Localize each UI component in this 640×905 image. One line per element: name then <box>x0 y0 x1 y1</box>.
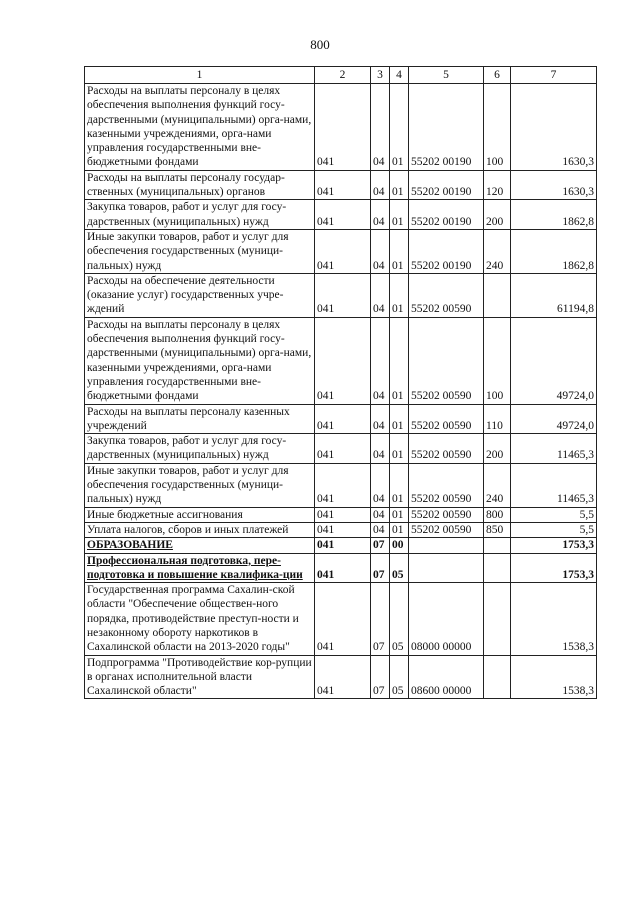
row-value-cell: 240 <box>484 463 511 507</box>
row-value-cell: 5,5 <box>511 522 597 537</box>
row-value-cell: 55202 00590 <box>409 317 484 404</box>
row-value-cell: 1538,3 <box>511 655 597 699</box>
row-value-cell <box>484 538 511 553</box>
row-value-cell: 08600 00000 <box>409 655 484 699</box>
row-value-cell <box>409 553 484 583</box>
row-value-cell: 041 <box>315 655 371 699</box>
row-value-cell: 041 <box>315 522 371 537</box>
row-value-cell: 041 <box>315 317 371 404</box>
row-value-cell: 041 <box>315 229 371 273</box>
row-value-cell <box>409 538 484 553</box>
row-value-cell: 07 <box>371 538 390 553</box>
row-value-cell: 041 <box>315 553 371 583</box>
row-value-cell: 041 <box>315 273 371 317</box>
row-value-cell: 110 <box>484 404 511 434</box>
row-name-cell: Расходы на обеспечение деятельности (оказание услуг) государственных учре-ждений <box>85 273 315 317</box>
row-name-cell: Уплата налогов, сборов и иных платежей <box>85 522 315 537</box>
row-value-cell: 01 <box>390 229 409 273</box>
row-value-cell: 11465,3 <box>511 463 597 507</box>
row-value-cell: 100 <box>484 84 511 171</box>
row-value-cell: 07 <box>371 553 390 583</box>
table-row <box>85 170 597 200</box>
row-value-cell: 01 <box>390 200 409 230</box>
table-row <box>85 200 597 230</box>
table-row <box>85 463 597 507</box>
row-name-cell: Расходы на выплаты персоналу казенных учреждений <box>85 404 315 434</box>
row-value-cell: 100 <box>484 317 511 404</box>
row-value-cell: 041 <box>315 463 371 507</box>
row-value-cell: 55202 00590 <box>409 404 484 434</box>
row-value-cell: 55202 00190 <box>409 229 484 273</box>
row-value-cell: 04 <box>371 84 390 171</box>
row-value-cell: 1753,3 <box>511 538 597 553</box>
row-value-cell: 55202 00190 <box>409 170 484 200</box>
row-value-cell: 49724,0 <box>511 317 597 404</box>
row-value-cell: 04 <box>371 200 390 230</box>
row-value-cell: 240 <box>484 229 511 273</box>
row-name-cell: Иные закупки товаров, работ и услуг для обеспечения государственных (муници-пальных) нужд <box>85 229 315 273</box>
row-value-cell: 1753,3 <box>511 553 597 583</box>
row-value-cell: 041 <box>315 170 371 200</box>
row-value-cell <box>484 655 511 699</box>
row-value-cell: 041 <box>315 583 371 655</box>
table-row <box>85 553 597 583</box>
table-row <box>85 522 597 537</box>
row-value-cell: 55202 00190 <box>409 84 484 171</box>
row-value-cell: 1630,3 <box>511 170 597 200</box>
row-value-cell: 01 <box>390 463 409 507</box>
row-value-cell: 04 <box>371 170 390 200</box>
row-value-cell: 07 <box>371 583 390 655</box>
table-row <box>85 229 597 273</box>
row-value-cell: 55202 00590 <box>409 522 484 537</box>
row-value-cell: 05 <box>390 655 409 699</box>
row-name-cell: Закупка товаров, работ и услуг для госу-дарственных (муниципальных) нужд <box>85 200 315 230</box>
page-number: 800 <box>310 37 330 52</box>
row-value-cell: 55202 00590 <box>409 273 484 317</box>
row-value-cell: 041 <box>315 404 371 434</box>
row-value-cell: 1862,8 <box>511 200 597 230</box>
column-header: 3 <box>371 67 390 84</box>
row-value-cell: 61194,8 <box>511 273 597 317</box>
row-name-cell: Расходы на выплаты персоналу в целях обеспечения выполнения функций госу-дарственными (муниципальными) орга-нами, казенными учреждениями, орга-нами управления государственными вне-бюджетными фондами <box>85 317 315 404</box>
row-value-cell: 800 <box>484 507 511 522</box>
row-value-cell: 01 <box>390 404 409 434</box>
table-header-row <box>85 67 597 84</box>
table-row <box>85 538 597 553</box>
row-value-cell: 041 <box>315 507 371 522</box>
row-value-cell: 04 <box>371 229 390 273</box>
row-value-cell: 04 <box>371 317 390 404</box>
row-name-cell: Государственная программа Сахалин-ской области "Обеспечение обществен-ного порядка, противодействие преступ-ности и незаконному обороту наркотиков в Сахалинской области на 2013-2020 годы" <box>85 583 315 655</box>
column-header: 2 <box>315 67 371 84</box>
column-header: 6 <box>484 67 511 84</box>
row-value-cell: 04 <box>371 463 390 507</box>
row-value-cell: 04 <box>371 522 390 537</box>
row-value-cell: 55202 00590 <box>409 434 484 464</box>
row-name-cell: Иные бюджетные ассигнования <box>85 507 315 522</box>
row-value-cell: 01 <box>390 434 409 464</box>
row-value-cell: 55202 00590 <box>409 463 484 507</box>
row-value-cell: 07 <box>371 655 390 699</box>
row-value-cell: 120 <box>484 170 511 200</box>
row-value-cell: 04 <box>371 507 390 522</box>
row-value-cell: 01 <box>390 273 409 317</box>
row-name-cell: Подпрограмма "Противодействие кор-рупции в органах исполнительной власти Сахалинской области" <box>85 655 315 699</box>
row-value-cell: 04 <box>371 273 390 317</box>
row-value-cell <box>484 273 511 317</box>
table-row <box>85 434 597 464</box>
table-row <box>85 84 597 171</box>
row-value-cell: 850 <box>484 522 511 537</box>
row-value-cell: 01 <box>390 170 409 200</box>
table-row <box>85 655 597 699</box>
row-value-cell <box>484 553 511 583</box>
row-value-cell: 04 <box>371 434 390 464</box>
row-value-cell: 00 <box>390 538 409 553</box>
row-value-cell: 041 <box>315 538 371 553</box>
row-name-cell: Закупка товаров, работ и услуг для госу-дарственных (муниципальных) нужд <box>85 434 315 464</box>
row-value-cell: 041 <box>315 84 371 171</box>
row-value-cell: 01 <box>390 84 409 171</box>
row-value-cell: 1862,8 <box>511 229 597 273</box>
table-row <box>85 404 597 434</box>
row-value-cell: 1538,3 <box>511 583 597 655</box>
row-value-cell: 041 <box>315 434 371 464</box>
row-value-cell: 49724,0 <box>511 404 597 434</box>
table-row <box>85 507 597 522</box>
row-value-cell: 11465,3 <box>511 434 597 464</box>
row-value-cell: 01 <box>390 522 409 537</box>
row-name-cell: ОБРАЗОВАНИЕ <box>85 538 315 553</box>
column-header: 7 <box>511 67 597 84</box>
row-value-cell: 1630,3 <box>511 84 597 171</box>
row-value-cell: 04 <box>371 404 390 434</box>
row-value-cell: 041 <box>315 200 371 230</box>
row-value-cell: 200 <box>484 200 511 230</box>
row-value-cell: 200 <box>484 434 511 464</box>
table-row <box>85 583 597 655</box>
budget-table <box>84 66 597 699</box>
row-value-cell: 01 <box>390 317 409 404</box>
row-name-cell: Иные закупки товаров, работ и услуг для обеспечения государственных (муници-пальных) нужд <box>85 463 315 507</box>
row-value-cell: 05 <box>390 583 409 655</box>
row-value-cell: 5,5 <box>511 507 597 522</box>
row-name-cell: Расходы на выплаты персоналу в целях обеспечения выполнения функций госу-дарственными (муниципальными) орга-нами, казенными учреждениями, орга-нами управления государственными вне-бюджетными фондами <box>85 84 315 171</box>
row-name-cell: Расходы на выплаты персоналу государ-ственных (муниципальных) органов <box>85 170 315 200</box>
column-header: 1 <box>85 67 315 84</box>
table-row <box>85 273 597 317</box>
column-header: 5 <box>409 67 484 84</box>
row-name-cell: Профессиональная подготовка, пере-подготовка и повышение квалифика-ции <box>85 553 315 583</box>
row-value-cell: 01 <box>390 507 409 522</box>
row-value-cell: 08000 00000 <box>409 583 484 655</box>
column-header: 4 <box>390 67 409 84</box>
row-value-cell: 55202 00590 <box>409 507 484 522</box>
row-value-cell <box>484 583 511 655</box>
row-value-cell: 05 <box>390 553 409 583</box>
table-row <box>85 317 597 404</box>
row-value-cell: 55202 00190 <box>409 200 484 230</box>
